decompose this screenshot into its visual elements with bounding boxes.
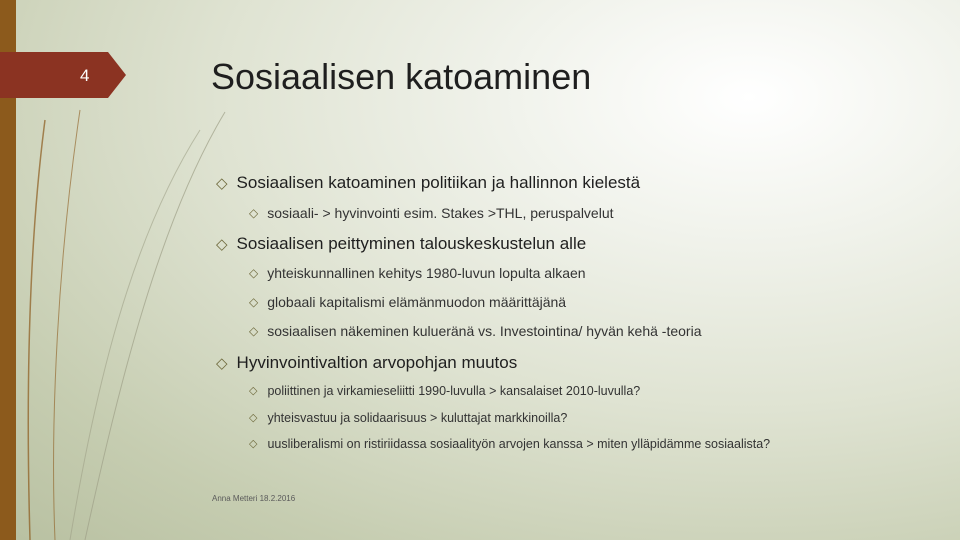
bullet-text: Sosiaalisen katoaminen politiikan ja hallinnon kielestä bbox=[236, 173, 641, 192]
bullet-text: sosiaali- > hyvinvointi esim. Stakes >THL, peruspalvelut bbox=[267, 205, 614, 221]
slide-footer: Anna Metteri 18.2.2016 bbox=[212, 494, 296, 503]
bullet-text: sosiaalisen näkeminen kulueränä vs. Investointina/ hyvän kehä -teoria bbox=[267, 323, 702, 339]
bullet-text: Hyvinvointivaltion arvopohjan muutos bbox=[236, 353, 518, 372]
diamond-bullet-icon: ◇ bbox=[249, 206, 259, 220]
slide-number: 4 bbox=[80, 66, 90, 85]
bullet-text: poliittinen ja virkamieseliitti 1990-luvulla > kansalaiset 2010-luvulla? bbox=[267, 384, 641, 398]
diamond-bullet-icon: ◇ bbox=[249, 295, 259, 309]
slide-number-tab bbox=[0, 52, 126, 98]
diamond-bullet-icon: ◇ bbox=[249, 324, 259, 338]
slide-title: Sosiaalisen katoaminen bbox=[211, 56, 592, 97]
bullet-3 bbox=[216, 353, 517, 373]
diamond-bullet-icon: ◇ bbox=[249, 411, 258, 424]
sub-bullet-3 bbox=[249, 294, 566, 310]
bullet-1 bbox=[216, 173, 640, 193]
sub-bullet-2 bbox=[249, 265, 586, 281]
diamond-bullet-icon: ◇ bbox=[216, 235, 228, 253]
diamond-bullet-icon: ◇ bbox=[249, 437, 258, 450]
diamond-bullet-icon: ◇ bbox=[216, 354, 228, 372]
bullet-text: uusliberalismi on ristiriidassa sosiaalityön arvojen kanssa > miten ylläpidämme sosiaalista? bbox=[267, 437, 771, 451]
sub-bullet-7 bbox=[249, 437, 770, 451]
diamond-bullet-icon: ◇ bbox=[216, 174, 228, 192]
diamond-bullet-icon: ◇ bbox=[249, 266, 259, 280]
bullet-text: Sosiaalisen peittyminen talouskeskustelun alle bbox=[236, 234, 587, 253]
sub-bullet-5 bbox=[249, 384, 640, 398]
bullet-2 bbox=[216, 234, 586, 254]
sub-bullet-4 bbox=[249, 323, 702, 339]
sub-bullet-6 bbox=[249, 411, 567, 425]
bullet-text: globaali kapitalismi elämänmuodon määrittäjänä bbox=[267, 294, 567, 310]
diamond-bullet-icon: ◇ bbox=[249, 384, 258, 397]
bullet-text: yhteisvastuu ja solidaarisuus > kuluttajat markkinoilla? bbox=[267, 411, 568, 425]
sub-bullet-1 bbox=[249, 205, 614, 221]
bullet-text: yhteiskunnallinen kehitys 1980-luvun lopulta alkaen bbox=[267, 265, 586, 281]
